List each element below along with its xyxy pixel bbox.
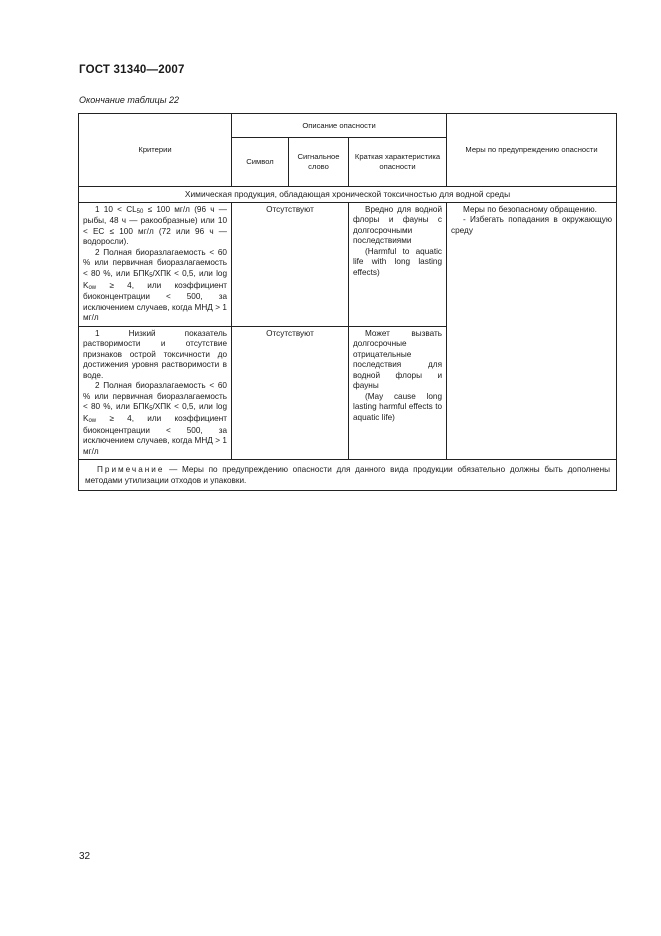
criteria-item-2: 2 Полная биоразлагаемость < 60 % или первичная биоразлагаемость < 80 %, или $БПК_5$/ХПК < 0,5, или $\log K_{ow} \ge 4$, или коэффициент биоконцентрации < 500, за исключением случаев, когда МНД > 1 мг/л <box>83 381 227 456</box>
note-label: Примечание <box>97 465 165 475</box>
criteria-item-1: 1 $10 < CL_{50} \le 100$ мг/л (96 ч — рыбы, 48 ч — ракообразные) или 10 < EC ≤ 100 мг/л (72 или 96 ч — водоросли). <box>83 204 227 247</box>
table-row <box>79 202 617 326</box>
col-header-precautions: Меры по предупреждению опасности <box>447 114 617 187</box>
col-header-criteria: Критерии <box>79 114 232 187</box>
table-caption: Окончание таблицы 22 <box>79 95 179 105</box>
note-row <box>79 460 617 491</box>
short-description-en: (May cause long lasting harmful effects to aquatic life) <box>353 391 443 422</box>
hazard-table <box>78 113 617 491</box>
short-description-cell <box>349 326 447 459</box>
short-description-ru: Может вызвать долгосрочные отрицательные последствия для водной флоры и фауны <box>353 328 443 391</box>
table-note <box>79 460 617 491</box>
short-description-ru: Вредно для водной флоры и фауны с долгосрочными последствиями <box>353 204 443 246</box>
criteria-cell <box>79 326 232 459</box>
symbol-cell: Отсутствуют <box>232 202 349 326</box>
precaution-item-1: Меры по безопасному обращению. <box>463 204 597 214</box>
col-header-symbol: Символ <box>232 138 289 187</box>
precaution-item-2: - Избегать попадания в окружающую среду <box>451 215 613 235</box>
criteria-cell <box>79 202 232 326</box>
col-header-hazard-description: Описание опасности <box>232 114 447 138</box>
section-title: Химическая продукция, обладающая хронической токсичностью для водной среды <box>79 187 617 203</box>
criteria-item-1: 1 Низкий показатель растворимости и отсутствие признаков острой токсичности до достижения уровня растворимости в воде. <box>83 328 227 380</box>
document-title: ГОСТ 31340—2007 <box>79 64 185 76</box>
header-row-1 <box>79 114 617 138</box>
note-text: — Меры по предупреждению опасности для данного вида продукции обязательно должны быть дополнены методами утилизации отходов и упаковки. <box>85 465 611 485</box>
page-number: 32 <box>79 851 91 862</box>
section-row <box>79 187 617 203</box>
criteria-item-2: 2 Полная биоразлагаемость < 60 % или первичная биоразлагаемость < 80 %, или $БПК_5$/ХПК < 0,5, или $\log K_{ow} \ge 4$, или коэффициент биоконцентрации < 500, за исключением случаев, когда МНД > 1 мг/л <box>83 247 227 323</box>
short-description-cell <box>349 202 447 326</box>
col-header-short-description: Краткая характеристика опасности <box>349 138 447 187</box>
col-header-signal-word: Сигнальное слово <box>289 138 349 187</box>
short-description-en: (Harmful to aquatic life with long lasting effects) <box>353 246 443 277</box>
symbol-cell: Отсутствуют <box>232 326 349 459</box>
precautions-cell <box>447 202 617 459</box>
